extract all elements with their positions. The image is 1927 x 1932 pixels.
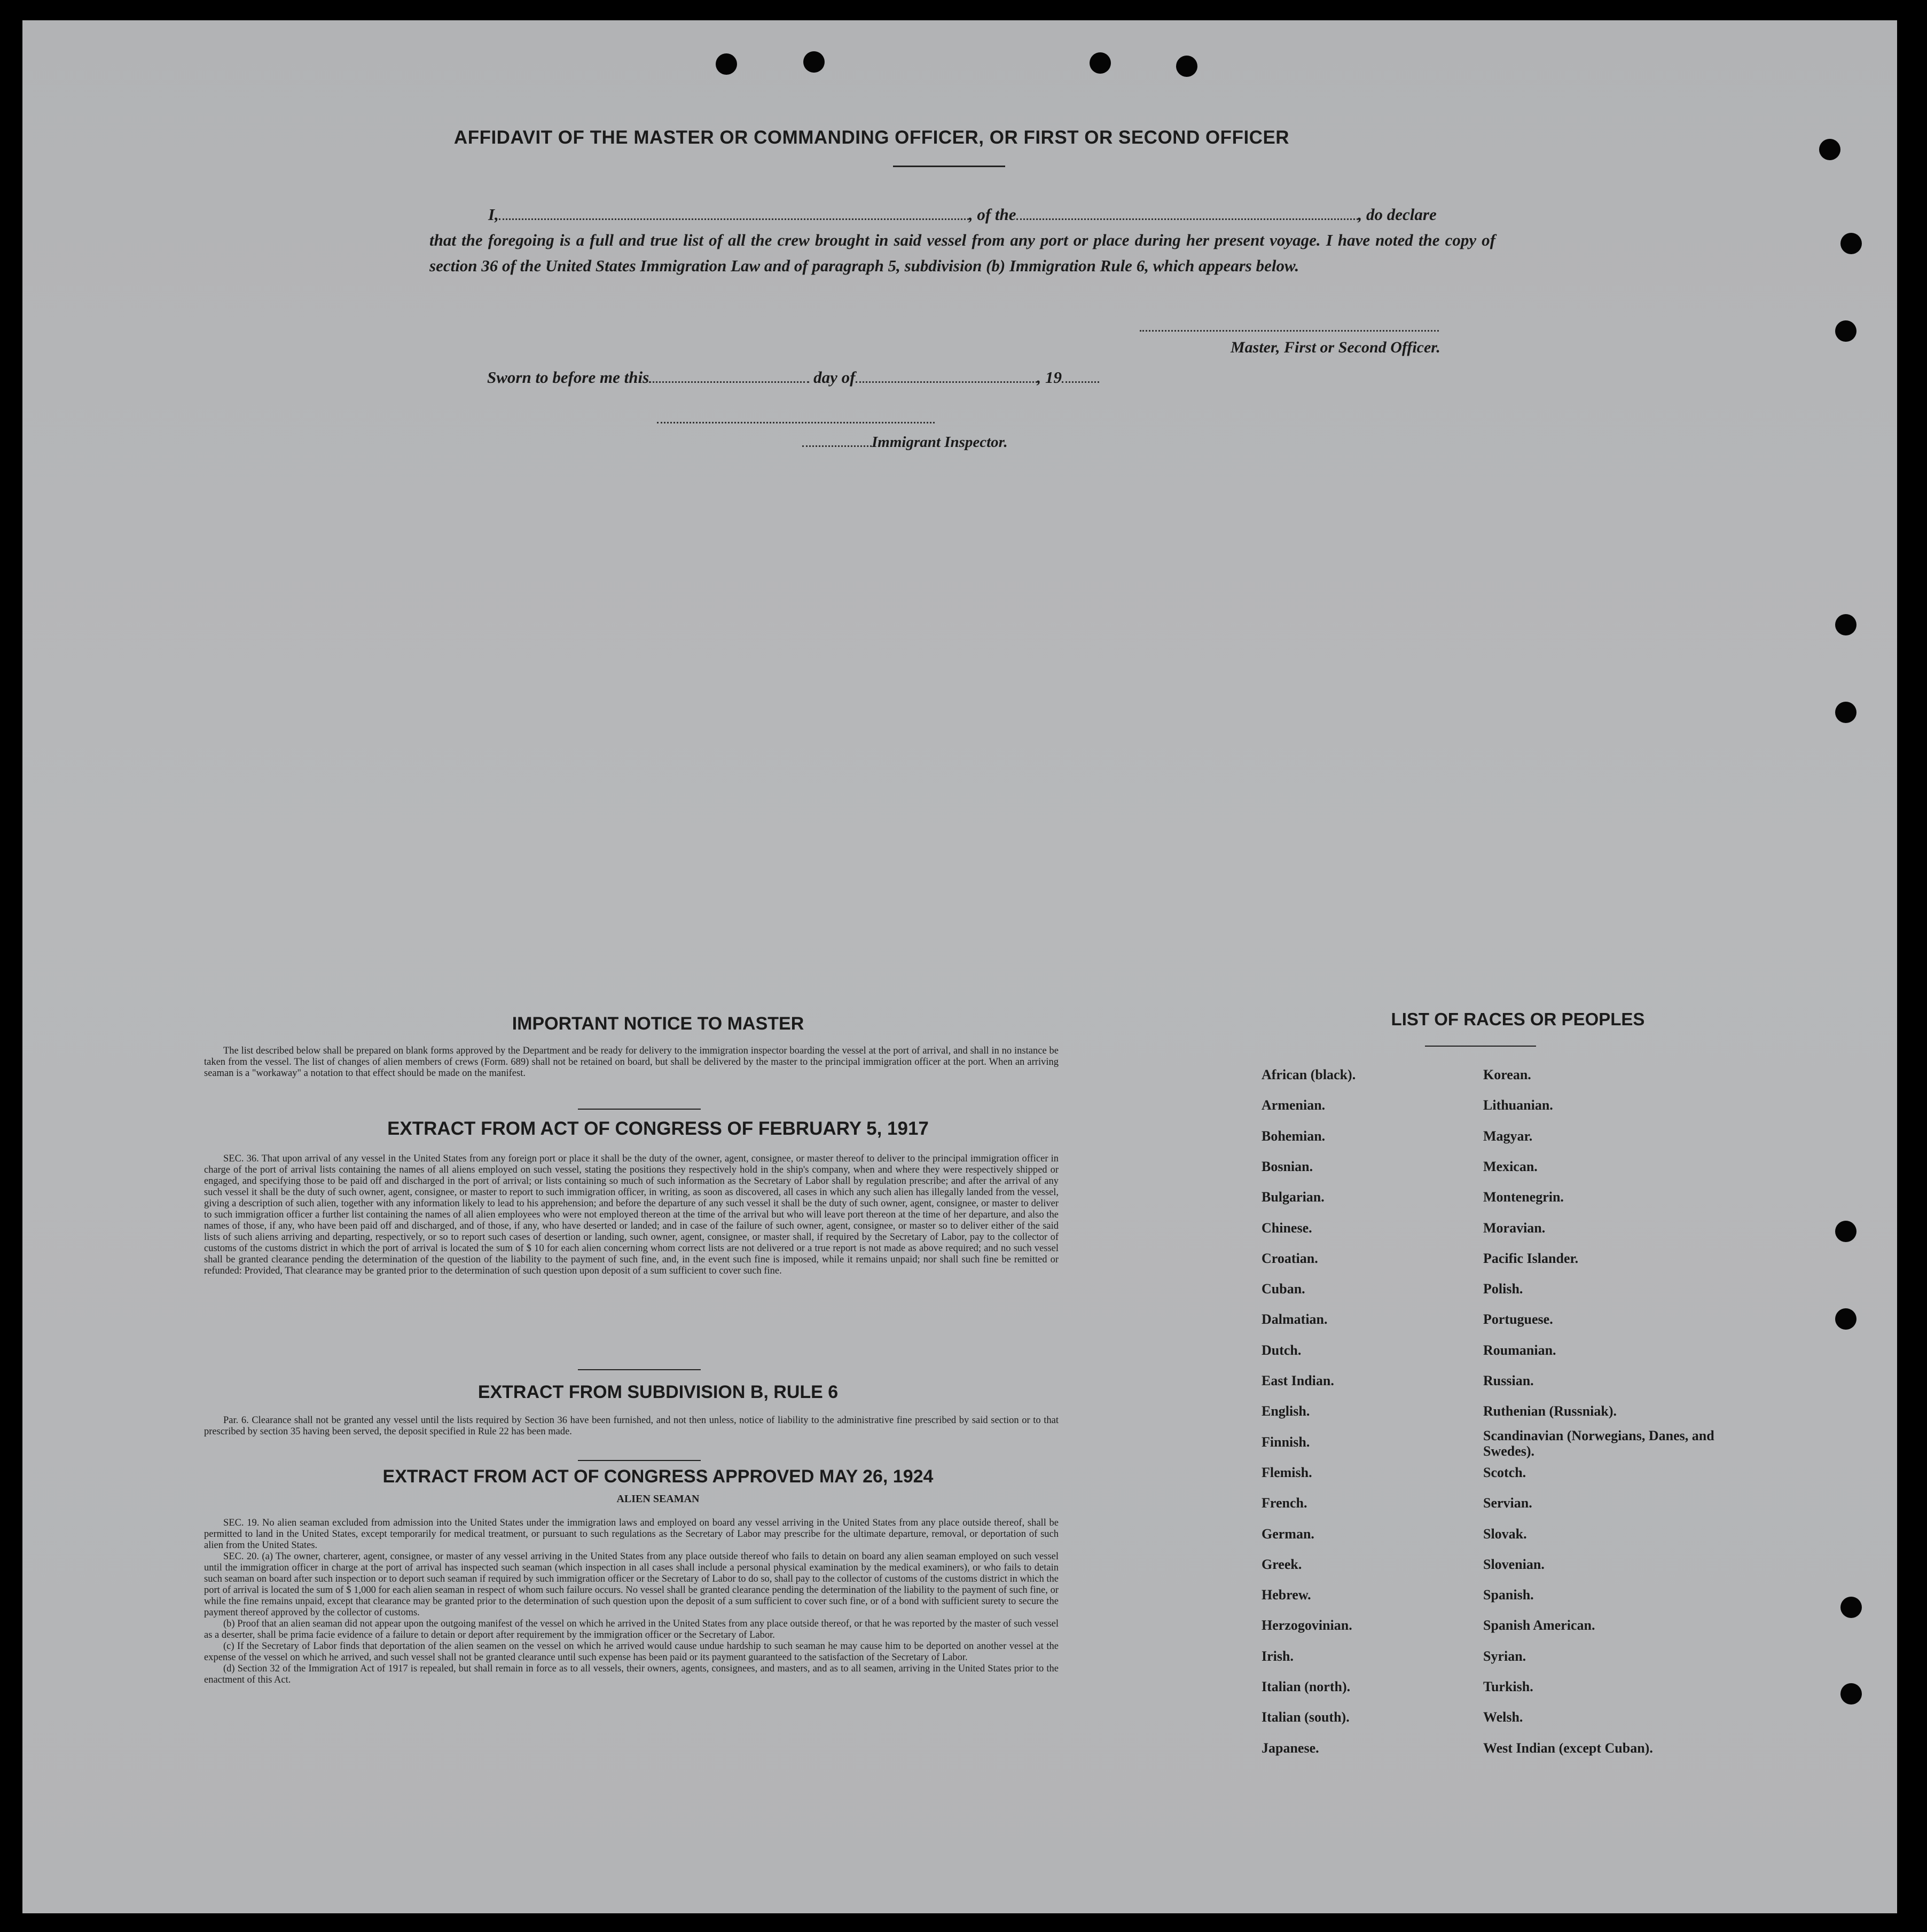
- of-the-label: , of the: [968, 205, 1016, 224]
- punch-hole: [1090, 52, 1111, 74]
- race-left-item: East Indian.: [1262, 1373, 1334, 1388]
- race-right-item: Turkish.: [1483, 1679, 1533, 1694]
- race-right-item: Scotch.: [1483, 1464, 1526, 1480]
- race-left-item: Italian (north).: [1262, 1679, 1351, 1694]
- punch-hole: [716, 53, 737, 75]
- punch-hole: [1835, 320, 1856, 342]
- race-left-item: Herzogovinian.: [1262, 1617, 1352, 1633]
- name-blank: [499, 205, 969, 220]
- sworn-label: Sworn to before me this: [487, 368, 649, 387]
- inspector-signature-line: [657, 422, 935, 423]
- year-label: , 19: [1037, 368, 1062, 387]
- race-right-item: Magyar.: [1483, 1128, 1533, 1144]
- month-blank: [856, 367, 1037, 383]
- race-left-item: Bulgarian.: [1262, 1189, 1325, 1205]
- form-sheet: [22, 20, 1897, 1913]
- extract-1924-subtitle: ALIEN SEAMAN: [616, 1493, 700, 1505]
- races-title: LIST OF RACES OR PEOPLES: [1391, 1009, 1645, 1029]
- affidavit-statement: [429, 202, 1495, 279]
- declaration-line: [429, 202, 1495, 227]
- race-left-item: Greek.: [1262, 1556, 1302, 1572]
- inspector-caption: [802, 434, 1008, 451]
- races-title-underline: [1425, 1046, 1536, 1047]
- race-left-item: German.: [1262, 1526, 1314, 1542]
- punch-hole: [1840, 1597, 1862, 1618]
- extract-rule6-text: [204, 1415, 1059, 1438]
- race-right-item: Spanish.: [1483, 1587, 1534, 1603]
- extract-1917-title: EXTRACT FROM ACT OF CONGRESS OF FEBRUARY 5, 1917: [387, 1118, 929, 1139]
- punch-hole: [1840, 233, 1862, 254]
- divider: [578, 1460, 701, 1461]
- race-right-item: Slovenian.: [1483, 1556, 1545, 1572]
- race-left-item: Bohemian.: [1262, 1128, 1326, 1144]
- race-right-item: Ruthenian (Russniak).: [1483, 1403, 1617, 1419]
- notice-title: IMPORTANT NOTICE TO MASTER: [512, 1014, 804, 1034]
- sec-20b-paragraph: (b) Proof that an alien seaman did not appear upon the outgoing manifest of the vessel on which he arrived in the United States from any place outside thereof, or that he was reported by the master of such vessel as a deserter, shall be prima facie evidence of a failure to detain or deport after requirement by the immigration officer or the Secretary of Labor.: [204, 1619, 1059, 1640]
- punch-hole: [1835, 1221, 1856, 1242]
- race-left-item: Dutch.: [1262, 1342, 1302, 1358]
- notice-text: [204, 1046, 1059, 1079]
- race-right-item: Montenegrin.: [1483, 1189, 1564, 1205]
- signer-caption: Master, First or Second Officer.: [1231, 339, 1440, 356]
- punch-hole: [1835, 614, 1856, 635]
- sec-20a-paragraph: SEC. 20. (a) The owner, charterer, agent, consignee, or master of any vessel arriving in the United States from any place outside thereof who fails to detain on board any alien seaman employed on such vessel until the immigration officer in charge at the port of arrival has inspected such seaman (which inspection in all cases shall include a personal physical examination by the medical examiners), or who fails to detain such seaman on board after such inspection or to deport such seaman if required by such immigration officer or the Secretary of Labor to do so, shall pay to the collector of customs of the customs district in which the port of arrival is located the sum of $ 1,000 for each alien seaman in respect of whom such failure occurs. No vessel shall be granted clearance pending the determination of the liability to the payment of such fine, or while the fine remains unpaid, except that clearance may be granted prior to the determination of such question upon the deposit of a sum sufficient to cover such fine, or of a bond with sufficient surety to secure the payment thereof approved by the collector of customs.: [204, 1551, 1059, 1618]
- race-left-item: Armenian.: [1262, 1097, 1326, 1113]
- punch-hole: [1835, 1308, 1856, 1330]
- sec-20d-paragraph: (d) Section 32 of the Immigration Act of 1917 is repealed, but shall remain in force as to all vessels, their owners, agents, consignees, and masters, and as to all seamen, arriving in the United States prior to the enactment of this Act.: [204, 1663, 1059, 1685]
- race-right-item: West Indian (except Cuban).: [1483, 1740, 1653, 1756]
- extract-1924-title: EXTRACT FROM ACT OF CONGRESS APPROVED MAY 26, 1924: [382, 1466, 934, 1487]
- race-left-item: French.: [1262, 1495, 1307, 1511]
- race-left-item: English.: [1262, 1403, 1310, 1419]
- day-of-label: day of: [813, 368, 856, 387]
- year-blank: [1062, 367, 1099, 383]
- title-underline: [893, 166, 1005, 167]
- inspector-dots: [802, 434, 872, 447]
- sec-19-paragraph: SEC. 19. No alien seaman excluded from admission into the United States under the immigration laws and employed on board any vessel arriving in the United States from any place outside thereof, shall be permitted to land in the United States, except temporarily for medical treatment, or pursuant to such regulations as the Secretary of Labor may prescribe for the ultimate departure, removal, or deportation of such alien from the United States.: [204, 1518, 1059, 1551]
- extract-rule6-title: EXTRACT FROM SUBDIVISION B, RULE 6: [477, 1382, 839, 1402]
- par-6-paragraph: Par. 6. Clearance shall not be granted any vessel until the lists required by Section 36 have been furnished, and not then unless, notice of liability to the administrative fine prescribed by said section or to that prescribed by section 35 having been served, the deposit specified in Rule 22 has been made.: [204, 1415, 1059, 1437]
- divider: [578, 1369, 701, 1370]
- race-right-item: Spanish American.: [1483, 1617, 1595, 1633]
- punch-hole: [1176, 56, 1197, 77]
- race-right-item: Korean.: [1483, 1067, 1531, 1082]
- punch-hole: [1840, 1683, 1862, 1705]
- race-right-item: Portuguese.: [1483, 1311, 1553, 1328]
- signature-line: [1140, 330, 1439, 332]
- race-right-item: Moravian.: [1483, 1220, 1546, 1236]
- race-left-item: Croatian.: [1262, 1250, 1318, 1266]
- race-left-item: Flemish.: [1262, 1464, 1312, 1480]
- day-blank: [649, 367, 809, 383]
- race-left-item: Bosnian.: [1262, 1158, 1313, 1174]
- inspector-label: Immigrant Inspector.: [872, 434, 1008, 451]
- sec-20c-paragraph: (c) If the Secretary of Labor finds that deportation of the alien seamen on the vessel on which he arrived would cause undue hardship to such seaman he may cause him to be deported on another vessel at the expense of the vessel on which he arrived, and such vessel shall not be granted clearance until such expense has been paid or its payment guaranteed to the satisfaction of the Secretary of Labor.: [204, 1641, 1059, 1663]
- race-left-item: Chinese.: [1262, 1220, 1312, 1236]
- race-left-item: Italian (south).: [1262, 1709, 1350, 1725]
- race-right-item: Slovak.: [1483, 1526, 1527, 1542]
- race-right-item: Syrian.: [1483, 1648, 1526, 1664]
- race-right-item: Welsh.: [1483, 1709, 1523, 1725]
- race-right-item: Polish.: [1483, 1281, 1523, 1297]
- race-left-item: Finnish.: [1262, 1434, 1310, 1450]
- race-left-item: Dalmatian.: [1262, 1311, 1328, 1328]
- race-right-item: Lithuanian.: [1483, 1097, 1553, 1113]
- sworn-line: [487, 367, 1099, 387]
- race-left-item: Irish.: [1262, 1648, 1294, 1664]
- punch-hole: [803, 51, 825, 73]
- punch-hole: [1835, 702, 1856, 723]
- race-left-item: African (black).: [1262, 1067, 1356, 1082]
- race-right-item: Mexican.: [1483, 1158, 1538, 1174]
- affidavit-title: AFFIDAVIT OF THE MASTER OR COMMANDING OFFICER, OR FIRST OR SECOND OFFICER: [453, 127, 1290, 148]
- race-right-item: Russian.: [1483, 1373, 1534, 1388]
- race-right-item: Scandinavian (Norwegians, Danes, and Swedes).: [1483, 1427, 1714, 1459]
- i-label: I,: [488, 205, 499, 224]
- race-right-item: Roumanian.: [1483, 1342, 1556, 1358]
- punch-hole: [1819, 139, 1840, 160]
- divider: [578, 1109, 701, 1110]
- extract-1917-text: [204, 1153, 1059, 1277]
- sec-36-paragraph: SEC. 36. That upon arrival of any vessel in the United States from any foreign port or place it shall be the duty of the owner, agent, consignee, or master thereof to deliver to the principal immigration officer in charge of the port of arrival lists containing the names of all aliens employed on such vessel, stating the positions they respectively hold in the ship's company, when and where they were respectively shipped or engaged, and specifying those to be paid off and discharged in the port of arrival; or lists containing so much of such information as the Secretary of Labor shall by regulation prescribe; and after the arrival of any such vessel it shall be the duty of such owner, agent, consignee, or master to report to such immigration officer, in writing, as soon as discovered, all cases in which any such alien has illegally landed from the vessel, giving a description of such alien, together with any information likely to lead to his apprehension; and before the departure of any such vessel it shall be the duty of such owner, agent, consignee, or master to deliver to such immigration officer a further list containing the names of all alien employees who were not employed thereon at the time of the arrival but who will leave port thereon at the time of her departure, and also the names of those, if any, who have been paid off and discharged, and of those, if any, who have deserted or landed; and in case of the failure of such owner, agent, consignee, or master so to deliver either of the said lists of such aliens arriving and departing, respectively, or so to report such cases of desertion or landing, such owner, agent, consignee, or master shall, if required by the Secretary of Labor, pay to the collector of customs of the customs district in which the port of arrival is located the sum of $ 10 for each alien concerning whom correct lists are not delivered or a true report is not made as above required; and no such vessel shall be granted clearance pending the determination of the question of the liability to the payment of such fine, and, in the event such fine is imposed, while it remains unpaid; nor shall such fine be remitted or refunded: Provided, That clearance may be granted prior to the determination of such question upon deposit of a sum sufficient to cover such fine.: [204, 1153, 1059, 1276]
- extract-1924-text: [204, 1518, 1059, 1686]
- declaration-text: that the foregoing is a full and true list of all the crew brought in said vessel from any port or place during her present voyage. I have noted the copy of section 36 of the United States Immigration Law and of paragraph 5, subdivision (b) Immigration Rule 6, which appears below.: [429, 231, 1495, 275]
- do-declare-label: , do declare: [1358, 205, 1437, 224]
- race-right-item: Servian.: [1483, 1495, 1532, 1511]
- race-left-item: Hebrew.: [1262, 1587, 1311, 1603]
- notice-paragraph: The list described below shall be prepared on blank forms approved by the Department and be ready for delivery to the immigration inspector boarding the vessel at the port of arrival, and shall in no instance be taken from the vessel. The list of changes of alien members of crews (Form. 689) shall not be retained on board, but shall be delivered by the master to the principal immigration officer at the port. When an arriving seaman is a "workaway" a notation to that effect should be made on the manifest.: [204, 1046, 1059, 1079]
- race-left-item: Cuban.: [1262, 1281, 1305, 1297]
- race-right-item: Pacific Islander.: [1483, 1250, 1579, 1266]
- vessel-blank: [1016, 205, 1358, 220]
- race-left-item: Japanese.: [1262, 1740, 1319, 1756]
